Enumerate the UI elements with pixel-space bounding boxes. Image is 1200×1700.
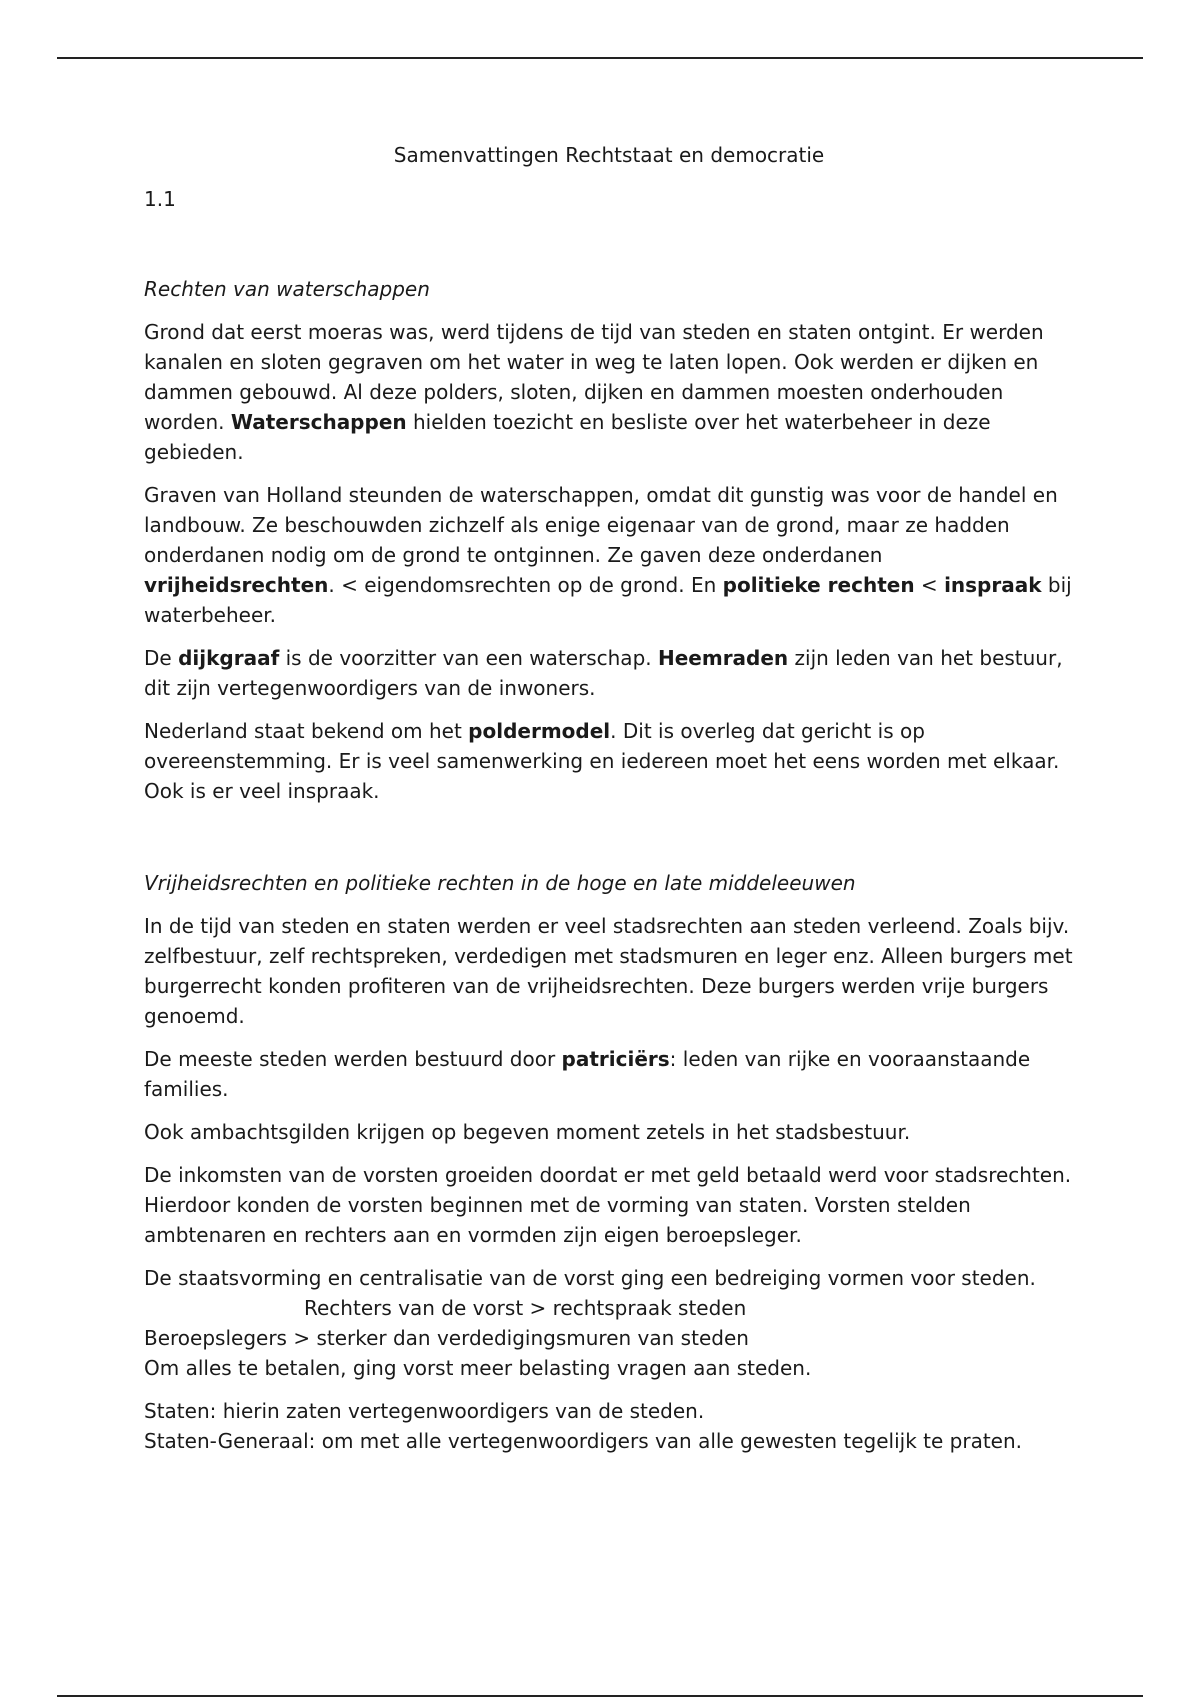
- bold-term: Waterschappen: [230, 410, 407, 434]
- section-heading-waterschappen: Rechten van waterschappen: [144, 277, 430, 301]
- bold-term: dijkgraaf: [178, 646, 280, 670]
- paragraph: De dijkgraaf is de voorzitter van een waterschap. Heemraden zijn leden van het bestuur, dit zijn vertegenwoordigers van de inwoners.: [144, 646, 1063, 700]
- paragraph: De meeste steden werden bestuurd door patriciërs: leden van rijke en vooraanstaande families.: [144, 1047, 1031, 1101]
- paragraph: Staten: hierin zaten vertegenwoordigers van de steden. Staten-Generaal: om met alle vertegenwoordigers van alle gewesten tegelijk te praten.: [144, 1399, 1022, 1453]
- bold-term: politieke rechten: [722, 573, 915, 597]
- section-number: 1.1: [144, 187, 176, 211]
- page-bottom-rule: [57, 1695, 1143, 1697]
- bold-term: Heemraden: [657, 646, 789, 670]
- section-heading-vrijheidsrechten: Vrijheidsrechten en politieke rechten in de hoge en late middeleeuwen: [144, 871, 856, 895]
- paragraph: Nederland staat bekend om het poldermodel. Dit is overleg dat gericht is op overeenstemming. Er is veel samenwerking en iedereen moet het eens worden met elkaar. Ook is er veel inspraak.: [144, 719, 1060, 803]
- paragraph: Grond dat eerst moeras was, werd tijdens de tijd van steden en staten ontgint. Er werden kanalen en sloten gegraven om het water in weg te laten lopen. Ook werden er dijken en dammen gebouwd. Al deze polders, sloten, dijken en dammen moesten onderhouden worden. Waterschappen hielden toezicht en besliste over het waterbeheer in deze gebieden.: [144, 320, 1044, 464]
- bold-term: vrijheidsrechten: [144, 573, 329, 597]
- paragraph: De inkomsten van de vorsten groeiden doordat er met geld betaald werd voor stadsrechten. Hierdoor konden de vorsten beginnen met de vorming van staten. Vorsten stelden ambtenaren en rechters aan en vormden zijn eigen beroepsleger.: [144, 1163, 1072, 1247]
- page-top-rule: [57, 57, 1143, 59]
- paragraph: Graven van Holland steunden de waterschappen, omdat dit gunstig was voor de handel en landbouw. Ze beschouwden zichzelf als enige eigenaar van de grond, maar ze hadden onderdanen nodig om de grond te ontginnen. Ze gaven deze onderdanen vrijheidsrechten. < eigendomsrechten op de grond. En politieke rechten < inspraak bij waterbeheer.: [144, 483, 1072, 627]
- bold-term: patriciërs: [561, 1047, 670, 1071]
- paragraph: De staatsvorming en centralisatie van de vorst ging een bedreiging vormen voor steden.Rechters van de vorst > rechtspraak steden Beroepslegers > sterker dan verdedigingsmuren van steden Om alles te betalen, ging vorst meer belasting vragen aan steden.: [144, 1266, 1036, 1380]
- document-title: Samenvattingen Rechtstaat en democratie: [393, 143, 825, 167]
- paragraph: Ook ambachtsgilden krijgen op begeven moment zetels in het stadsbestuur.: [144, 1120, 911, 1144]
- document-body: [144, 140, 1074, 1456]
- bold-term: inspraak: [944, 573, 1042, 597]
- paragraph: In de tijd van steden en staten werden er veel stadsrechten aan steden verleend. Zoals bijv. zelfbestuur, zelf rechtspreken, verdedigen met stadsmuren en leger enz. Alleen burgers met burgerrecht konden profiteren van de vrijheidsrechten. Deze burgers werden vrije burgers genoemd.: [144, 914, 1073, 1028]
- bold-term: poldermodel: [468, 719, 611, 743]
